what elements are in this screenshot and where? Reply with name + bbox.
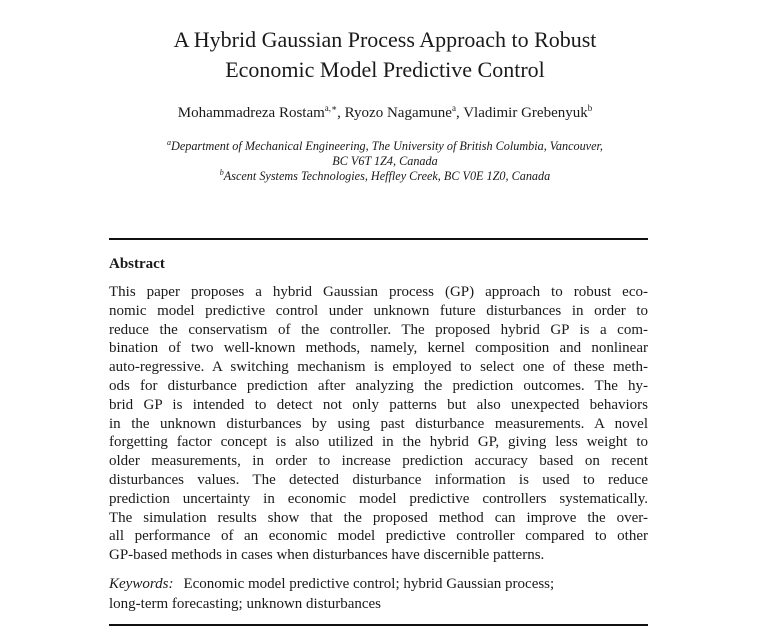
author-name: Vladimir Grebenyuk	[463, 105, 588, 121]
affiliations	[0, 139, 770, 184]
author-mark: a,∗	[324, 103, 338, 113]
abstract-line: disturbances values. The detected disturbance information is used to reduce	[109, 471, 648, 488]
top-divider	[109, 238, 648, 240]
affiliation-b	[0, 169, 770, 184]
abstract-line: ods for disturbance prediction after analyzing the prediction outcomes. The hy-	[109, 377, 648, 394]
affiliation-a-continued: BC V6T 1Z4, Canada	[332, 154, 438, 168]
abstract-line: auto-regressive. A switching mechanism is employed to select one of these meth-	[109, 359, 648, 376]
affiliation-a	[0, 139, 770, 154]
keywords-label: Keywords:	[109, 576, 174, 592]
abstract-line: GP-based methods in cases when disturbances have discernible patterns.	[109, 547, 545, 564]
author-mark: b	[587, 103, 593, 113]
abstract-line: The simulation results show that the proposed method can improve the over-	[109, 509, 648, 526]
author-mark: a	[451, 103, 456, 113]
keywords-text: Economic model predictive control; hybrid Gaussian process;	[183, 576, 555, 592]
affiliation-text: Ascent Systems Technologies, Heffley Creek, BC V0E 1Z0, Canada	[223, 169, 551, 183]
abstract-line: prediction uncertainty in economic model predictive controllers systematically.	[109, 490, 648, 507]
abstract-line: in the unknown disturbances by using past disturbance measurements. A novel	[109, 415, 648, 432]
keywords	[109, 574, 648, 614]
abstract-line: nomic model predictive control under unknown future disturbances in order to	[109, 302, 648, 319]
abstract-heading: Abstract	[109, 256, 165, 272]
title-line-2: Economic Model Predictive Control	[225, 57, 545, 82]
author-name: Ryozo Nagamune	[344, 105, 452, 121]
keywords-line-2: long-term forecasting; unknown disturbances	[109, 596, 382, 612]
abstract-line: forgetting factor concept is also utilized in the hybrid GP, giving less weight to	[109, 434, 648, 451]
keywords-line-1	[109, 574, 648, 594]
abstract-line: older measurements, in order to increase prediction accuracy based on recent	[109, 453, 648, 470]
author-separator: ,	[455, 105, 464, 121]
affiliation-mark: b	[219, 168, 224, 177]
bottom-divider	[109, 624, 648, 626]
affiliation-text: Department of Mechanical Engineering, The University of British Columbia, Vancouver,	[171, 139, 603, 153]
title-line-1: A Hybrid Gaussian Process Approach to Robust	[173, 27, 597, 52]
abstract-line: all performance of an economic model predictive controller compared to other	[109, 528, 648, 545]
paper-title	[0, 25, 770, 85]
abstract-line: reduce the conservatism of the controller. The proposed hybrid GP is a com-	[109, 321, 648, 338]
abstract-line: This paper proposes a hybrid Gaussian process (GP) approach to robust eco-	[109, 284, 648, 300]
author-list	[0, 105, 770, 122]
affiliation-mark: a	[167, 138, 172, 147]
abstract-line: bination of two well-known methods, namely, kernel composition and nonlinear	[109, 340, 648, 357]
abstract-line: brid GP is intended to detect not only patterns but also unexpected behaviors	[109, 396, 648, 413]
author-name: Mohammadreza Rostam	[177, 105, 325, 121]
abstract-body	[109, 283, 648, 565]
author-separator: ,	[337, 105, 345, 121]
